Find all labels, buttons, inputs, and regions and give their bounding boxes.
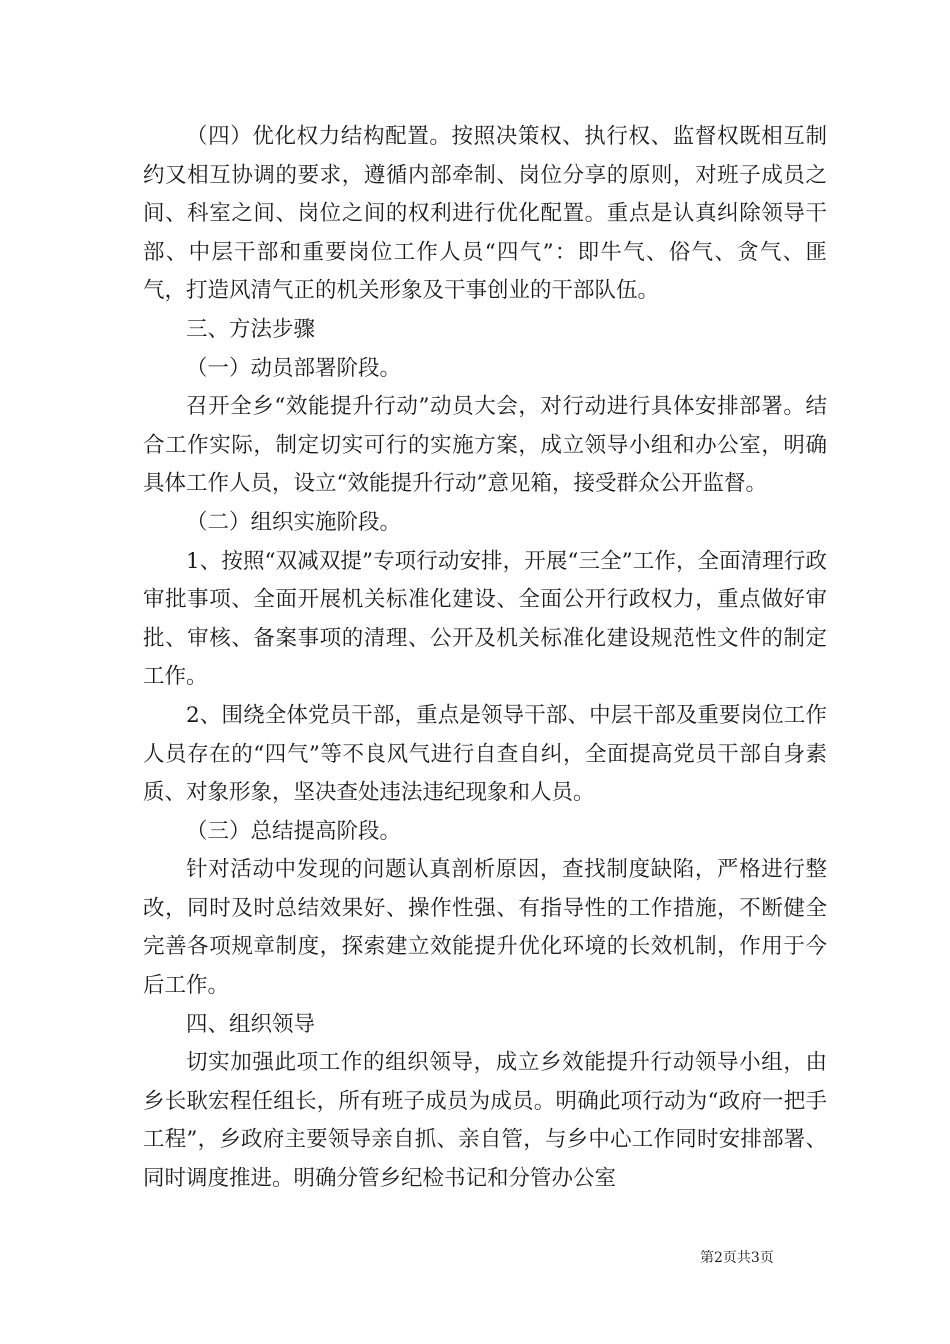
paragraph-summary: 针对活动中发现的问题认真剖析原因，查找制度缺陷，严格进行整改，同时及时总结效果好、操作性强、有指导性的工作措施，不断健全完善各项规章制度，探索建立效能提升优化环境的长效机制，作用于今后工作。: [143, 857, 827, 999]
paragraph-mobilization: 召开全乡“效能提升行动”动员大会，对行动进行具体安排部署。结合工作实际，制定切实可行的实施方案，成立领导小组和办公室，明确具体工作人员，设立“效能提升行动”意见箱，接受群众公开监督。: [143, 394, 827, 497]
subheading-summary: （三）总结提高阶段。: [186, 818, 402, 844]
paragraph-leadership: 切实加强此项工作的组织领导，成立乡效能提升行动领导小组，由乡长耿宏程任组长，所有班子成员为成员。明确此项行动为“政府一把手工程”，乡政府主要领导亲自抓、亲自管，与乡中心工作同时安排部署、同时调度推进。明确分管乡纪检书记和分管办公室: [143, 1050, 827, 1192]
section-heading-leadership: 四、组织领导: [186, 1011, 316, 1037]
paragraph-implementation-2: 2、围绕全体党员干部，重点是领导干部、中层干部及重要岗位工作人员存在的“四气”等不良风气进行自查自纠，全面提高党员干部自身素质、对象形象，坚决查处违法违纪现象和人员。: [143, 702, 827, 806]
subheading-implementation: （二）组织实施阶段。: [186, 509, 402, 535]
paragraph-implementation-1: 1、按照“双减双提”专项行动安排，开展“三全”工作，全面清理行政审批事项、全面开展机关标准化建设、全面公开行政权力，重点做好审批、审核、备案事项的清理、公开及机关标准化建设规范性文件的制定工作。: [143, 548, 827, 690]
paragraph-power-structure: （四）优化权力结构配置。按照决策权、执行权、监督权既相互制约又相互协调的要求，遵循内部牵制、岗位分享的原则，对班子成员之间、科室之间、岗位之间的权利进行优化配置。重点是认真纠除领导干部、中层干部和重要岗位工作人员“四气”：即牛气、俗气、贪气、匪气，打造风清气正的机关形象及干事创业的干部队伍。: [143, 124, 827, 304]
page-number: 第2页共3页: [700, 1250, 774, 1266]
subheading-mobilization: （一）动员部署阶段。: [186, 355, 402, 381]
section-heading-methods: 三、方法步骤: [186, 316, 316, 342]
document-body: [143, 118, 827, 1199]
